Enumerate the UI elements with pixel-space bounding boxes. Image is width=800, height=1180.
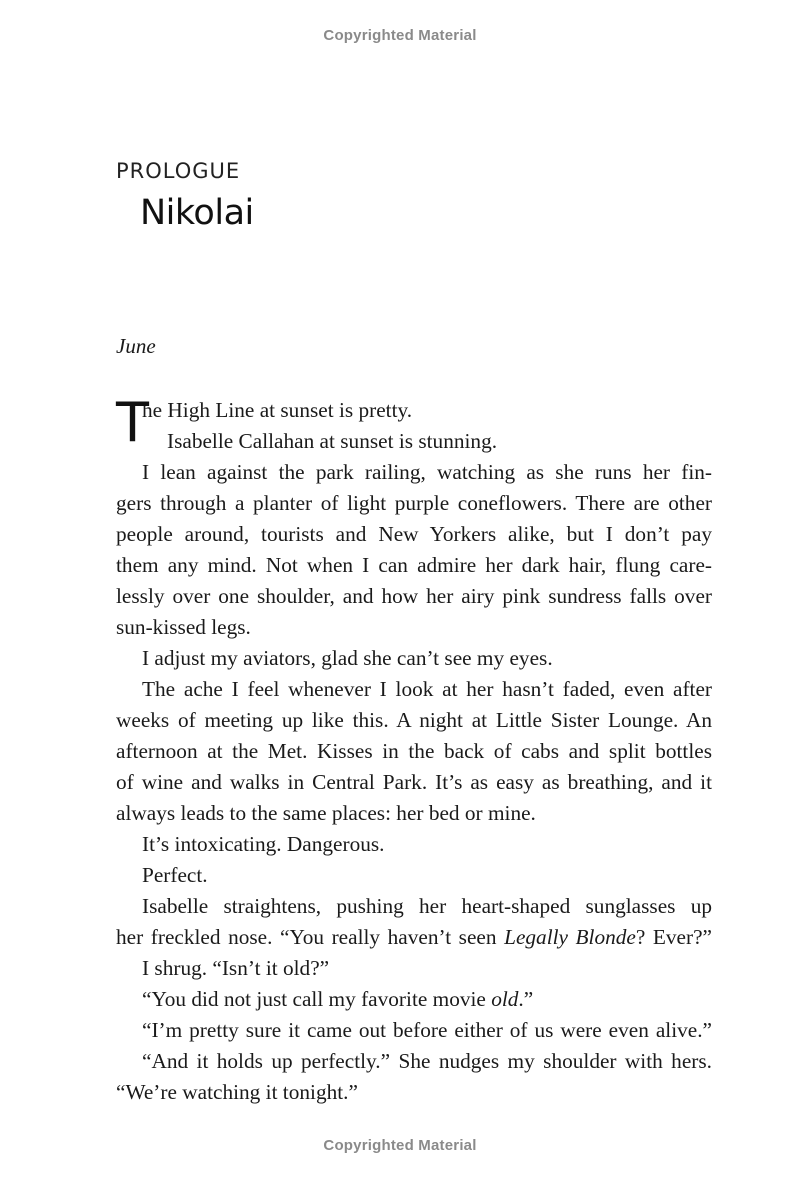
text-line: I adjust my aviators, glad she can’t see my eyes. — [142, 646, 553, 670]
text-line: “And it holds up perfectly.” She nudges my shoulder with hers. — [142, 1049, 712, 1073]
text-line: sun-kissed legs. — [116, 615, 251, 639]
text-segment: .” — [518, 987, 534, 1011]
text-line: Isabelle Callahan at sunset is stunning. — [167, 429, 498, 453]
text-line: “We’re watching it tonight.” — [116, 1080, 358, 1104]
drop-cap: T — [116, 391, 149, 454]
text-line: of wine and walks in Central Park. It’s as easy as breathing, and it — [116, 770, 712, 794]
text-line: gers through a planter of light purple coneflowers. There are other — [116, 491, 712, 515]
text-line: I lean against the park railing, watching as she runs her fin- — [142, 460, 712, 484]
text-line: Perfect. — [142, 863, 208, 887]
chapter-title: Nikolai — [140, 193, 254, 233]
text-segment: “You did not just call my favorite movie — [142, 987, 492, 1011]
text-line: Isabelle straightens, pushing her heart-shaped sunglasses up — [142, 894, 712, 918]
chapter-label: PROLOGUE — [116, 159, 241, 183]
text-line — [116, 922, 712, 953]
text-line: weeks of meeting up like this. A night at Little Sister Lounge. An — [116, 708, 712, 732]
text-line: he High Line at sunset is pretty. — [142, 398, 413, 422]
text-line: “I’m pretty sure it came out before either of us were even alive.” — [142, 1018, 712, 1042]
text-line: The ache I feel whenever I look at her hasn’t faded, even after — [142, 677, 712, 701]
text-line: lessly over one shoulder, and how her airy pink sundress falls over — [116, 584, 712, 608]
text-line: them any mind. Not when I can admire her dark hair, flung care- — [116, 553, 712, 577]
text-segment: ? Ever?” — [635, 925, 713, 949]
text-line: people around, tourists and New Yorkers alike, but I don’t pay — [116, 522, 712, 546]
copyright-watermark-bottom: Copyrighted Material — [323, 1137, 477, 1154]
emphasis-italic: old — [491, 987, 519, 1011]
text-line: It’s intoxicating. Dangerous. — [142, 832, 385, 856]
movie-title-italic: Legally Blonde — [504, 925, 636, 949]
text-line: always leads to the same places: her bed or mine. — [116, 801, 536, 825]
text-line: afternoon at the Met. Kisses in the back of cabs and split bottles — [116, 739, 712, 763]
copyright-watermark-top: Copyrighted Material — [323, 27, 477, 44]
text-segment: her freckled nose. “You really haven’t seen — [116, 925, 505, 949]
date-heading: June — [116, 334, 156, 358]
body-text — [116, 391, 713, 1108]
text-line: I shrug. “Isn’t it old?” — [142, 956, 330, 980]
text-line — [116, 984, 712, 1015]
